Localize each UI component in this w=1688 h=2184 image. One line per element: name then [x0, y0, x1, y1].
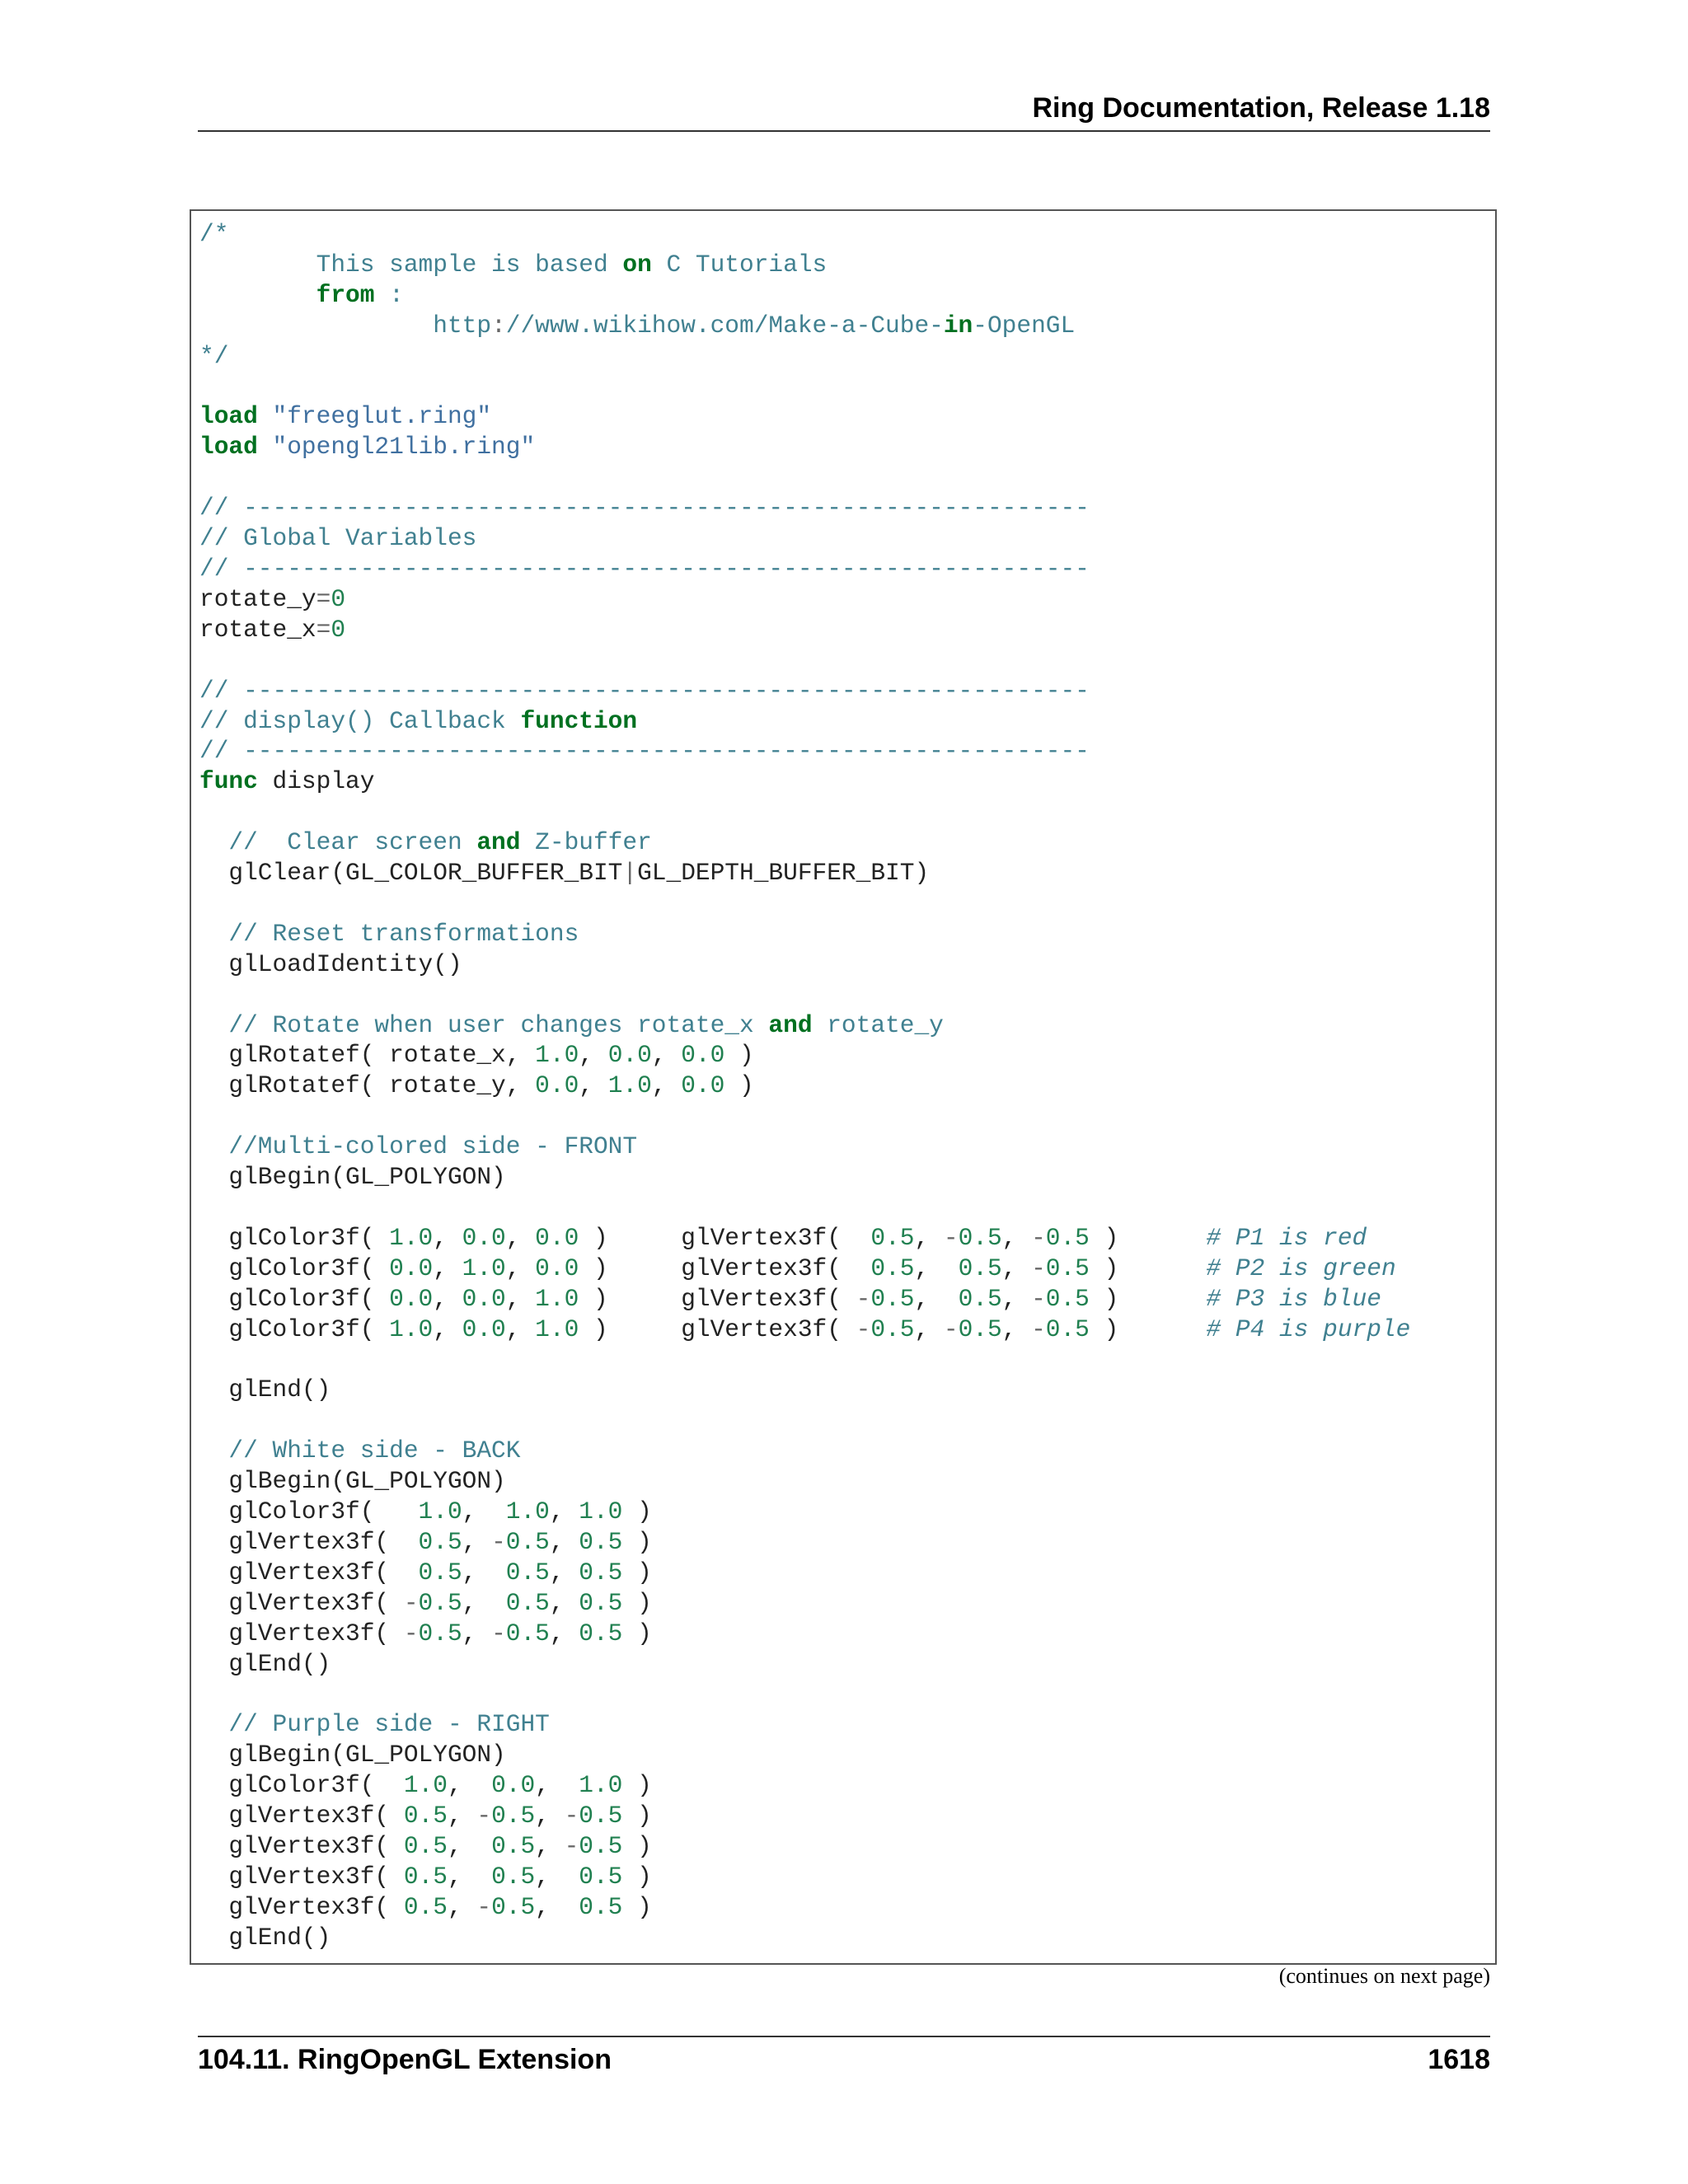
- code-token: glClear(GL_COLOR_BUFFER_BIT: [199, 859, 623, 888]
- code-token: ) glVertex3f(: [579, 1284, 856, 1313]
- code-line: [199, 1710, 550, 1738]
- code-token: -: [1031, 1284, 1046, 1313]
- code-line: [199, 1771, 652, 1799]
- code-token: glVertex3f(: [199, 1802, 404, 1830]
- code-line: [199, 585, 345, 613]
- code-token: // ----------------------------------------------------------: [199, 737, 1090, 766]
- code-token: function: [520, 706, 638, 735]
- code-line: [199, 767, 374, 795]
- code-token: # P1 is red: [1206, 1223, 1367, 1252]
- code-token: ,: [651, 1041, 682, 1070]
- code-line: [199, 281, 404, 309]
- code-token: ): [622, 1588, 652, 1617]
- code-token: 0.5: [579, 1527, 623, 1556]
- code-token: -OpenGL: [973, 311, 1076, 340]
- code-token: http: [199, 311, 492, 340]
- code-token: -: [1031, 1223, 1046, 1252]
- code-token: 0.5: [958, 1284, 1002, 1313]
- code-token: 0.0: [607, 1041, 652, 1070]
- code-token: ): [724, 1041, 754, 1070]
- code-token: 0.0: [681, 1071, 725, 1100]
- code-token: ): [1089, 1223, 1207, 1252]
- code-token: ): [622, 1832, 652, 1861]
- code-token: rotate_y: [812, 1010, 944, 1039]
- code-token: ,: [447, 1892, 477, 1921]
- code-token: ,: [433, 1254, 462, 1282]
- code-token: ,: [447, 1771, 492, 1800]
- code-token: ,: [433, 1315, 462, 1343]
- code-token: 0.5: [870, 1254, 915, 1282]
- code-token: ,: [535, 1832, 565, 1861]
- code-token: glBegin(GL_POLYGON): [199, 1163, 506, 1192]
- code-token: rotate_x: [199, 615, 316, 644]
- code-token: and: [476, 828, 521, 857]
- code-token: glBegin(GL_POLYGON): [199, 1741, 506, 1769]
- code-token: ,: [535, 1771, 579, 1800]
- code-token: 1.0: [389, 1315, 434, 1343]
- code-token: ,: [447, 1862, 492, 1891]
- code-token: ): [622, 1497, 652, 1526]
- code-token: ): [1089, 1284, 1207, 1313]
- code-line: [199, 524, 476, 552]
- code-token: // ----------------------------------------------------------: [199, 554, 1090, 583]
- code-line: [199, 1467, 506, 1495]
- code-line: [199, 950, 462, 978]
- code-token: 0.5: [491, 1802, 536, 1830]
- code-token: ,: [651, 1071, 682, 1100]
- code-token: //www.wikihow.com/Make-a-Cube-: [505, 311, 944, 340]
- code-line: [199, 737, 1090, 765]
- code-line: [199, 1254, 1396, 1282]
- code-token: 0.5: [579, 1862, 623, 1891]
- code-token: // Global Variables: [199, 524, 477, 553]
- code-token: -: [403, 1588, 419, 1617]
- code-token: ,: [462, 1558, 506, 1586]
- code-token: // ----------------------------------------------------------: [199, 676, 1090, 705]
- code-token: 0.5: [1045, 1223, 1090, 1252]
- code-token: glVertex3f(: [199, 1558, 419, 1586]
- code-token: 0.5: [579, 1802, 623, 1830]
- code-token: ,: [535, 1802, 565, 1830]
- code-token: from: [316, 280, 375, 309]
- code-token: 0.5: [403, 1892, 448, 1921]
- code-token: ,: [505, 1284, 536, 1313]
- code-token: ,: [579, 1071, 608, 1100]
- footer-page-number: 1618: [1428, 2044, 1490, 2075]
- code-token: 0.0: [535, 1254, 579, 1282]
- code-token: glVertex3f(: [199, 1892, 404, 1921]
- code-token: glEnd(): [199, 1923, 331, 1952]
- code-token: in: [943, 311, 973, 340]
- code-token: 1.0: [418, 1497, 462, 1526]
- code-token: -: [564, 1802, 579, 1830]
- code-line: [199, 1741, 506, 1769]
- code-token: -: [491, 1527, 506, 1556]
- code-token: -: [491, 1619, 506, 1647]
- code-line: [199, 1650, 331, 1678]
- code-token: ,: [579, 1041, 608, 1070]
- code-token: 1.0: [535, 1284, 579, 1313]
- code-token: -: [943, 1223, 959, 1252]
- code-token: 0.5: [418, 1527, 462, 1556]
- code-token: load: [199, 433, 258, 462]
- code-line: [199, 616, 345, 644]
- code-token: and: [768, 1010, 813, 1039]
- code-token: 1.0: [535, 1041, 579, 1070]
- code-token: # P4 is purple: [1206, 1315, 1411, 1343]
- code-token: 0.5: [870, 1223, 915, 1252]
- code-line: [199, 555, 1090, 583]
- code-token: glRotatef( rotate_x,: [199, 1041, 536, 1070]
- code-token: 0.5: [1045, 1284, 1090, 1313]
- code-token: 0.5: [418, 1558, 462, 1586]
- header-rule: [198, 130, 1490, 132]
- code-token: 0.5: [870, 1315, 915, 1343]
- code-token: func: [199, 767, 258, 796]
- code-token: load: [199, 402, 258, 431]
- code-token: glRotatef( rotate_y,: [199, 1071, 536, 1100]
- code-token: -: [476, 1802, 492, 1830]
- code-listing: [191, 211, 1495, 1953]
- code-token: 0.5: [1045, 1254, 1090, 1282]
- code-token: ,: [914, 1315, 944, 1343]
- code-token: 0.5: [403, 1862, 448, 1891]
- code-token: ,: [462, 1497, 506, 1526]
- code-token: 0.5: [505, 1558, 550, 1586]
- code-token: 0.5: [418, 1588, 462, 1617]
- code-line: [199, 1558, 652, 1586]
- code-token: [199, 281, 316, 309]
- code-line: [199, 1041, 754, 1069]
- code-token: ,: [462, 1619, 492, 1647]
- code-token: ,: [462, 1588, 506, 1617]
- code-token: ): [622, 1892, 652, 1921]
- code-line: [199, 1528, 652, 1556]
- code-token: ) glVertex3f(: [579, 1315, 856, 1343]
- code-token: 0.0: [491, 1771, 536, 1800]
- code-token: // Clear screen: [199, 828, 477, 857]
- code-token: ,: [433, 1284, 462, 1313]
- code-token: ,: [549, 1619, 579, 1647]
- code-token: ): [622, 1862, 652, 1891]
- code-token: ): [622, 1527, 652, 1556]
- code-token: 0.5: [1045, 1315, 1090, 1343]
- code-token: Z-buffer: [520, 828, 652, 857]
- code-token: ,: [433, 1223, 462, 1252]
- code-token: "opengl21lib.ring": [272, 433, 536, 462]
- code-token: ) glVertex3f(: [579, 1254, 871, 1282]
- code-token: rotate_y: [199, 584, 316, 613]
- code-token: glColor3f(: [199, 1223, 390, 1252]
- code-token: 0.5: [491, 1892, 536, 1921]
- code-token: 1.0: [462, 1254, 506, 1282]
- code-block: [190, 209, 1497, 1965]
- code-token: glEnd(): [199, 1376, 331, 1404]
- code-token: display: [257, 767, 375, 796]
- code-token: 0.5: [579, 1892, 623, 1921]
- code-line: [199, 677, 1090, 705]
- code-token: ,: [914, 1223, 944, 1252]
- code-line: [199, 859, 929, 887]
- code-token: /*: [199, 220, 229, 248]
- page-header-title: Ring Documentation, Release 1.18: [1032, 92, 1490, 124]
- code-token: -: [1031, 1254, 1046, 1282]
- code-line: [199, 342, 228, 370]
- code-token: ,: [1001, 1254, 1032, 1282]
- code-token: 0.5: [958, 1315, 1002, 1343]
- code-token: # P3 is blue: [1206, 1284, 1381, 1313]
- code-token: ,: [447, 1832, 492, 1861]
- code-token: 0.5: [403, 1832, 448, 1861]
- code-line: [199, 494, 1090, 522]
- code-token: 0.0: [681, 1041, 725, 1070]
- code-token: ): [1089, 1315, 1207, 1343]
- code-token: 1.0: [403, 1771, 448, 1800]
- code-token: glColor3f(: [199, 1284, 390, 1313]
- code-line: [199, 312, 1075, 340]
- code-token: 0.0: [462, 1284, 506, 1313]
- code-token: [258, 433, 273, 461]
- code-line: [199, 707, 637, 735]
- code-token: -: [943, 1315, 959, 1343]
- code-token: 0.5: [505, 1588, 550, 1617]
- code-token: ,: [505, 1223, 536, 1252]
- code-token: 0.0: [535, 1071, 579, 1100]
- code-token: glVertex3f(: [199, 1832, 404, 1861]
- code-token: ): [1089, 1254, 1207, 1282]
- code-token: 1.0: [535, 1315, 579, 1343]
- code-token: 0.5: [491, 1862, 536, 1891]
- code-token: ): [622, 1558, 652, 1586]
- footer-section-title: 104.11. RingOpenGL Extension: [198, 2044, 612, 2075]
- code-line: [199, 828, 652, 856]
- code-token: 0.5: [491, 1832, 536, 1861]
- code-token: This sample is based: [199, 250, 623, 279]
- code-token: ,: [914, 1284, 959, 1313]
- code-token: glVertex3f(: [199, 1862, 404, 1891]
- code-token: //Multi-colored side - FRONT: [199, 1132, 638, 1161]
- code-token: glEnd(): [199, 1649, 331, 1678]
- code-token: 0.5: [505, 1619, 550, 1647]
- code-line: [199, 1132, 637, 1160]
- code-token: GL_DEPTH_BUFFER_BIT): [637, 859, 930, 888]
- code-line: [199, 1497, 652, 1526]
- code-line: [199, 1011, 944, 1039]
- code-line: [199, 1863, 652, 1891]
- code-token: on: [622, 250, 652, 279]
- code-token: // White side - BACK: [199, 1436, 521, 1465]
- code-line: [199, 220, 228, 248]
- code-token: */: [199, 341, 229, 370]
- code-token: glColor3f(: [199, 1315, 390, 1343]
- code-token: 0.5: [579, 1619, 623, 1647]
- code-token: ) glVertex3f(: [579, 1223, 871, 1252]
- code-token: glColor3f(: [199, 1771, 404, 1800]
- code-token: ,: [549, 1497, 579, 1526]
- code-token: glVertex3f(: [199, 1527, 419, 1556]
- code-token: // Purple side - RIGHT: [199, 1710, 550, 1739]
- code-token: 0: [331, 615, 346, 644]
- code-line: [199, 1619, 652, 1647]
- code-line: [199, 1832, 652, 1860]
- code-token: ,: [549, 1558, 579, 1586]
- code-token: ,: [535, 1892, 579, 1921]
- code-token: ,: [505, 1315, 536, 1343]
- code-token: 0.0: [462, 1315, 506, 1343]
- code-token: glVertex3f(: [199, 1588, 404, 1617]
- code-token: -: [564, 1832, 579, 1861]
- code-token: 1.0: [607, 1071, 652, 1100]
- code-token: C Tutorials: [651, 250, 828, 279]
- code-token: ,: [1001, 1315, 1032, 1343]
- code-token: ,: [535, 1862, 579, 1891]
- code-token: 0.5: [579, 1588, 623, 1617]
- code-token: ,: [462, 1527, 492, 1556]
- code-token: 0.5: [418, 1619, 462, 1647]
- code-token: glColor3f(: [199, 1254, 390, 1282]
- code-token: |: [622, 859, 638, 888]
- code-token: 0.5: [958, 1223, 1002, 1252]
- code-token: glColor3f(: [199, 1497, 419, 1526]
- code-token: -: [1031, 1315, 1046, 1343]
- footer-rule: [198, 2036, 1490, 2037]
- code-token: 0.5: [870, 1284, 915, 1313]
- code-token: [258, 402, 273, 430]
- code-line: [199, 1071, 754, 1099]
- code-token: ): [622, 1619, 652, 1647]
- code-token: =: [316, 584, 331, 613]
- code-token: glLoadIdentity(): [199, 949, 462, 978]
- code-token: ,: [549, 1527, 579, 1556]
- code-token: "freeglut.ring": [272, 402, 492, 431]
- code-token: 0.0: [389, 1284, 434, 1313]
- code-token: ): [622, 1802, 652, 1830]
- code-token: 0.0: [389, 1254, 434, 1282]
- code-line: [199, 1924, 331, 1952]
- code-token: 1.0: [579, 1497, 623, 1526]
- code-line: [199, 1285, 1381, 1313]
- code-token: 0: [331, 584, 346, 613]
- code-token: -: [856, 1315, 871, 1343]
- code-token: ): [724, 1071, 754, 1100]
- code-token: :: [491, 311, 506, 340]
- code-line: [199, 1589, 652, 1617]
- code-token: -: [476, 1892, 492, 1921]
- code-token: # P2 is green: [1206, 1254, 1396, 1282]
- code-line: [199, 1436, 520, 1465]
- code-token: 0.0: [535, 1223, 579, 1252]
- code-token: // Reset transformations: [199, 919, 579, 948]
- code-token: 0.5: [403, 1802, 448, 1830]
- code-token: ,: [549, 1588, 579, 1617]
- code-token: // ----------------------------------------------------------: [199, 494, 1090, 523]
- code-line: [199, 433, 535, 461]
- code-line: [199, 920, 579, 948]
- code-token: ,: [1001, 1223, 1032, 1252]
- code-token: ): [622, 1771, 652, 1800]
- code-token: 1.0: [579, 1771, 623, 1800]
- code-token: -: [403, 1619, 419, 1647]
- code-line: [199, 1163, 506, 1191]
- code-token: 0.5: [579, 1558, 623, 1586]
- code-token: 0.5: [579, 1832, 623, 1861]
- code-token: ,: [505, 1254, 536, 1282]
- code-line: [199, 1224, 1367, 1252]
- code-token: =: [316, 615, 331, 644]
- code-token: 0.5: [958, 1254, 1002, 1282]
- code-line: [199, 1376, 331, 1404]
- code-token: ,: [447, 1802, 477, 1830]
- code-token: 1.0: [389, 1223, 434, 1252]
- code-token: // display() Callback: [199, 706, 521, 735]
- code-token: 0.0: [462, 1223, 506, 1252]
- code-line: [199, 1893, 652, 1921]
- code-line: [199, 1802, 652, 1830]
- code-line: [199, 1315, 1410, 1343]
- code-token: :: [374, 280, 404, 309]
- code-token: glVertex3f(: [199, 1619, 404, 1647]
- code-token: 0.5: [505, 1527, 550, 1556]
- code-line: [199, 402, 491, 430]
- code-token: ,: [1001, 1284, 1032, 1313]
- code-token: -: [856, 1284, 871, 1313]
- code-token: 1.0: [505, 1497, 550, 1526]
- code-token: // Rotate when user changes rotate_x: [199, 1010, 769, 1039]
- continues-note: (continues on next page): [1278, 1964, 1490, 1988]
- code-line: [199, 251, 827, 279]
- code-token: ,: [914, 1254, 959, 1282]
- code-token: glBegin(GL_POLYGON): [199, 1467, 506, 1496]
